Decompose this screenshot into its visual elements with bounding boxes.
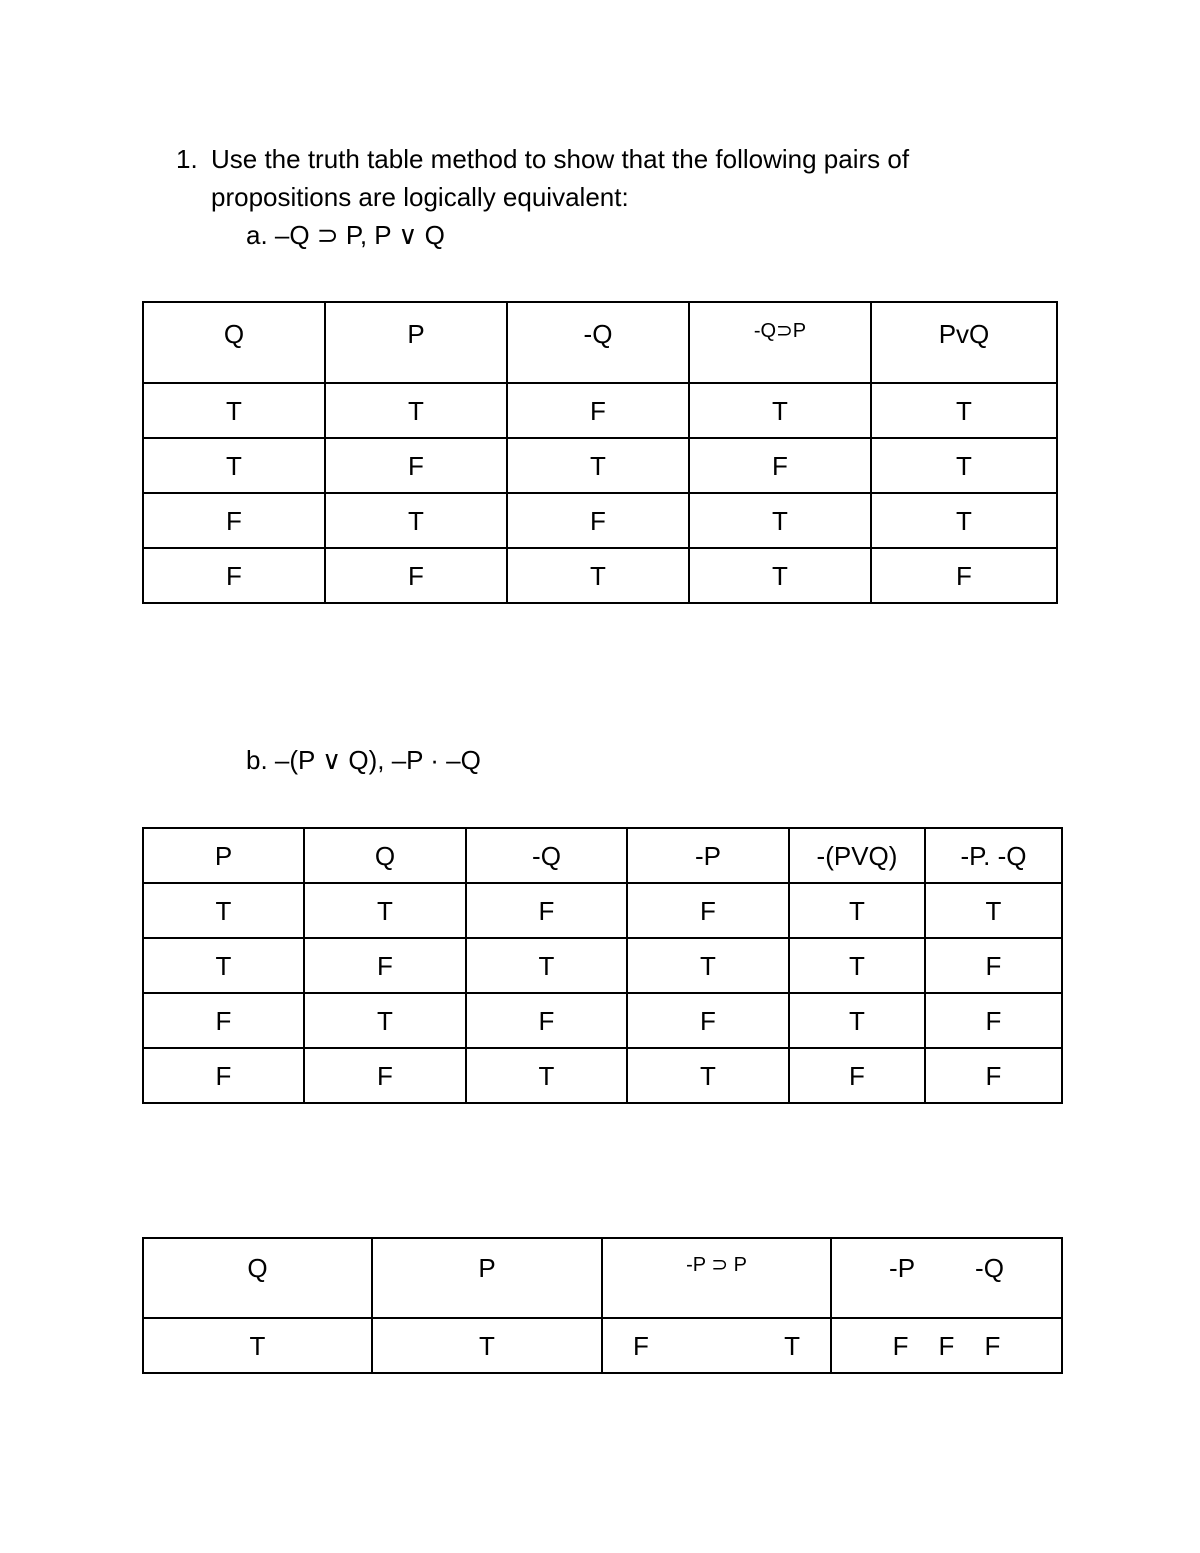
table-row [143,1048,1062,1103]
table-cell: F [143,548,325,603]
table-cell: T [627,938,789,993]
table-cell: F [925,993,1062,1048]
table-row [143,1318,1062,1373]
table-cell: T [789,993,925,1048]
header-cell: -Q [466,828,627,883]
table-cell: T [789,883,925,938]
truth-table-c [142,1237,1063,1374]
table-row [143,883,1062,938]
part-b-label: b. –(P ∨ Q), –P · –Q [246,745,481,775]
table-cell: F [689,438,871,493]
header-cell: Q [304,828,466,883]
table-cell: F [627,883,789,938]
table-cell: F [507,493,689,548]
table-cell: F [871,548,1057,603]
table-cell: F [325,438,507,493]
header-cell: -Q⊃P [689,302,871,383]
table-cell: F [507,383,689,438]
question-text [211,140,1031,216]
table-row [143,383,1057,438]
table-cell: T [325,383,507,438]
table-header-row [143,828,1062,883]
table-cell: F [304,1048,466,1103]
table-cell: T [325,493,507,548]
header-cell: P [372,1238,602,1318]
table-cell: F [466,993,627,1048]
header-cell: -P [889,1253,916,1283]
header-cell: -P [627,828,789,883]
truth-table-a [142,301,1058,604]
header-cell: -P ⊃ P [602,1238,831,1318]
header-cell: Q [143,1238,372,1318]
part-a-label: a. –Q ⊃ P, P ∨ Q [246,220,445,250]
table-cell: F [627,993,789,1048]
table-header-row [143,1238,1062,1318]
table-cell: T [143,883,304,938]
header-cell: P [325,302,507,383]
header-cell: -Q [507,302,689,383]
table-row [143,938,1062,993]
table-cell: F [466,883,627,938]
table-row [143,548,1057,603]
table-cell: F [143,493,325,548]
table-cell: T [689,493,871,548]
table-cell: T [304,883,466,938]
question-text-line-2: propositions are logically equivalent: [211,182,629,212]
table-cell: F [304,938,466,993]
truth-table-b [142,827,1063,1104]
table-row [143,493,1057,548]
table-cell: F [789,1048,925,1103]
table-cell: T [143,383,325,438]
table-row [143,993,1062,1048]
table-cell: F [925,938,1062,993]
table-cell: F [925,1048,1062,1103]
table-row [143,438,1057,493]
header-cell: -P. -Q [925,828,1062,883]
table-cell: T [143,1318,372,1373]
table-cell: F [938,1330,955,1361]
table-cell: T [689,383,871,438]
table-cell: F [892,1330,909,1361]
table-cell: T [143,438,325,493]
table-cell: F [633,1330,649,1361]
table-cell: T [143,938,304,993]
table-cell: T [304,993,466,1048]
table-cell: T [627,1048,789,1103]
header-cell: Q [143,302,325,383]
question-text-line-1: Use the truth table method to show that the following pairs of [211,144,910,174]
table-cell: T [466,1048,627,1103]
table-cell: F [984,1330,1001,1361]
table-cell: T [871,383,1057,438]
table-cell-triple [831,1318,1062,1373]
header-cell: -Q [975,1253,1004,1283]
header-cell: -(PVQ) [789,828,925,883]
table-cell: T [925,883,1062,938]
table-cell: F [143,1048,304,1103]
table-cell: F [325,548,507,603]
header-cell-pair [831,1238,1062,1318]
table-cell: T [871,493,1057,548]
table-cell-pair [602,1318,831,1373]
table-cell: T [372,1318,602,1373]
table-header-row [143,302,1057,383]
header-cell: P [143,828,304,883]
table-cell: T [507,548,689,603]
table-cell: T [789,938,925,993]
question-number: 1. [176,144,198,174]
table-cell: T [784,1330,800,1361]
table-cell: T [871,438,1057,493]
header-cell: PvQ [871,302,1057,383]
table-cell: T [466,938,627,993]
table-cell: F [143,993,304,1048]
table-cell: T [689,548,871,603]
table-cell: T [507,438,689,493]
